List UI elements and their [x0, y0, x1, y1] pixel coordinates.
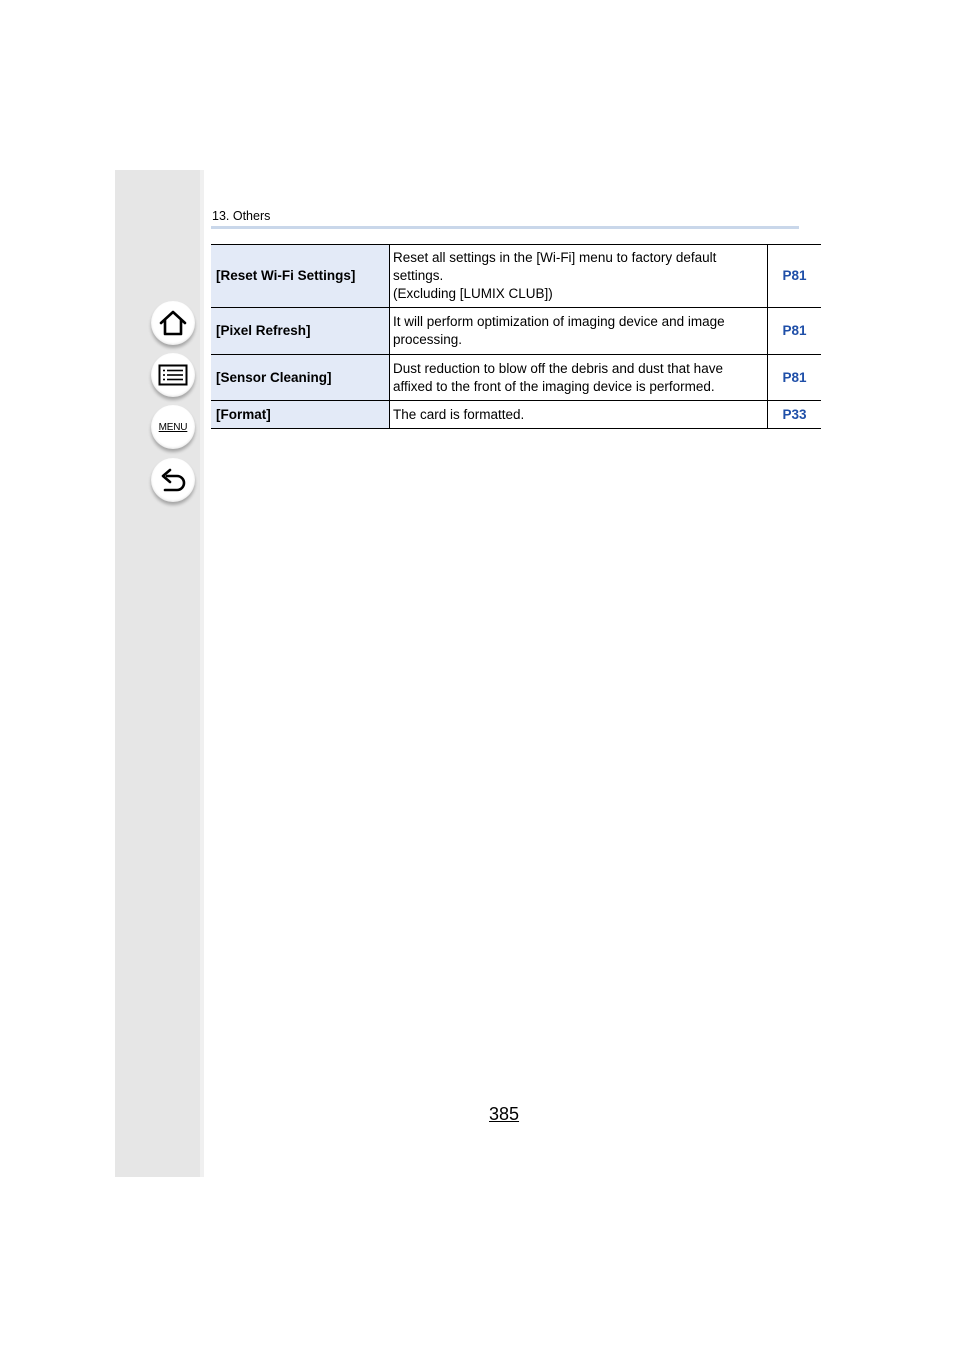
table-row: [211, 308, 821, 355]
page-reference-link[interactable]: P81: [768, 355, 822, 401]
description-line: settings.: [393, 268, 444, 283]
back-button[interactable]: [151, 458, 195, 502]
setting-name: [Reset Wi-Fi Settings]: [211, 245, 390, 308]
page-reference-link[interactable]: P81: [768, 308, 822, 355]
description-line: It will perform optimization of imaging device and image: [393, 314, 725, 329]
menu-label: MENU: [158, 421, 188, 433]
table-row: [211, 401, 821, 429]
menu-button[interactable]: [151, 405, 195, 449]
page-number: 385: [489, 1104, 520, 1124]
header-rule: [211, 226, 799, 229]
table-row: [211, 355, 821, 401]
description-line: processing.: [393, 332, 463, 347]
return-icon: [158, 467, 188, 493]
setting-description: [390, 401, 768, 429]
contents-button[interactable]: [151, 353, 195, 397]
setting-name: [Sensor Cleaning]: [211, 355, 390, 401]
home-icon: [158, 309, 188, 337]
description-line: affixed to the front of the imaging device is performed.: [393, 378, 715, 394]
section-header: 13. Others: [212, 209, 271, 223]
list-icon: [158, 364, 188, 386]
settings-table: [211, 244, 821, 429]
table-row: [211, 245, 821, 308]
setting-description: [390, 245, 768, 308]
description-line: Reset all settings in the [Wi-Fi] menu to factory default: [393, 250, 717, 265]
setting-description: [390, 355, 768, 401]
description-line: (Excluding [LUMIX CLUB]): [393, 286, 553, 301]
description-line: The card is formatted.: [393, 406, 525, 422]
setting-name: [Format]: [211, 401, 390, 429]
sidebar-edge: [200, 170, 204, 1177]
page-reference-link[interactable]: P81: [768, 245, 822, 308]
description-line: Dust reduction to blow off the debris and dust that have: [393, 360, 723, 376]
setting-description: [390, 308, 768, 355]
page-reference-link[interactable]: P33: [768, 401, 822, 429]
setting-name: [Pixel Refresh]: [211, 308, 390, 355]
home-button[interactable]: [151, 301, 195, 345]
